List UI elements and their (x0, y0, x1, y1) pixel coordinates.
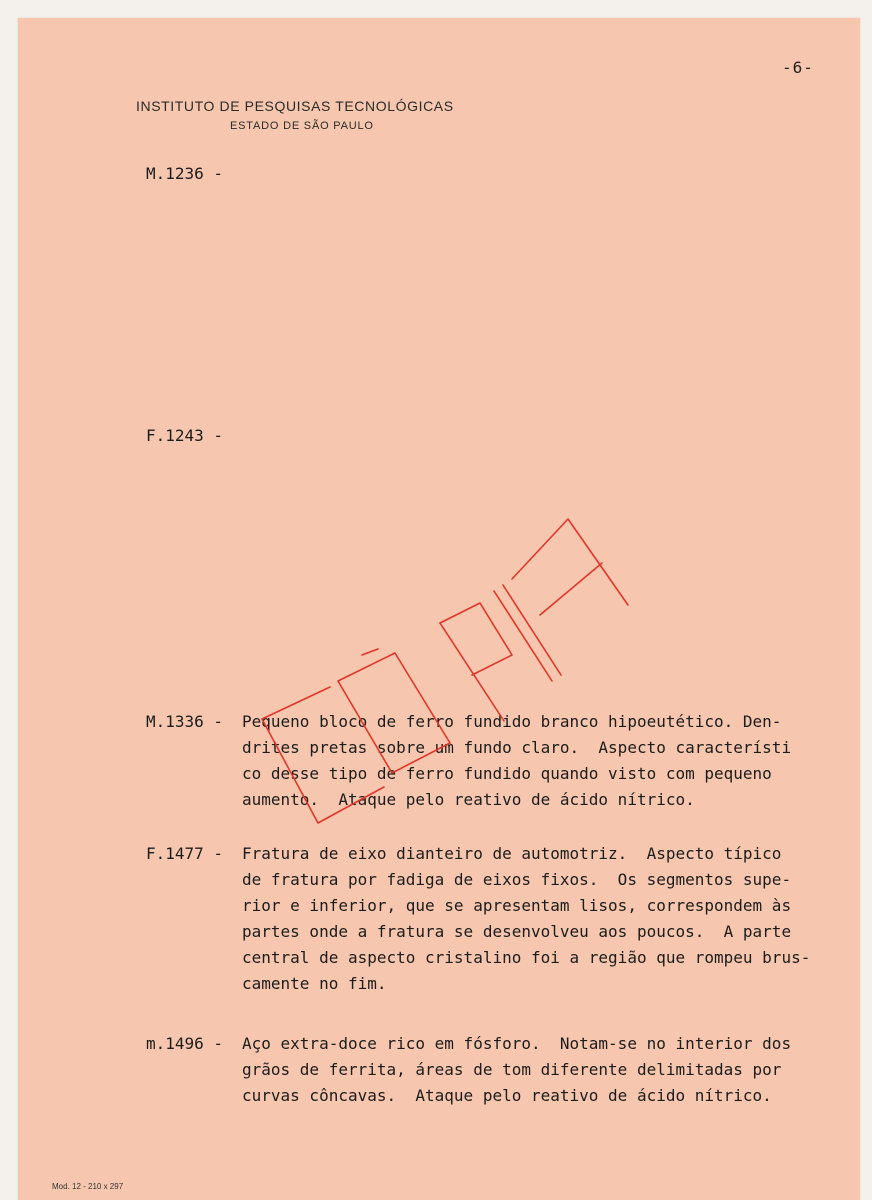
description-line: drites pretas sobre um fundo claro. Aspecto característi (242, 738, 792, 757)
copia-stamp (250, 505, 650, 835)
description-line: Pequeno bloco de ferro fundido branco hipoeutético. Den- (242, 712, 782, 731)
entry-description-m1496 (242, 1031, 791, 1109)
description-line: aumento. Ataque pelo reativo de ácido nítrico. (242, 790, 695, 809)
description-line: camente no fim. (242, 974, 387, 993)
description-line: rior e inferior, que se apresentam lisos, correspondem às (242, 896, 792, 915)
entry-code-m1236: M.1236 - (146, 164, 224, 183)
entry-code-m1496: m.1496 - (146, 1034, 224, 1053)
description-line: co desse tipo de ferro fundido quando visto com pequeno (242, 764, 772, 783)
description-line: de fratura por fadiga de eixos fixos. Os segmentos supe- (242, 870, 792, 889)
description-line: grãos de ferrita, áreas de tom diferente delimitadas por (242, 1060, 782, 1079)
description-line: central de aspecto cristalino foi a região que rompeu brus- (242, 948, 811, 967)
description-line: Aço extra-doce rico em fósforo. Notam-se no interior dos (242, 1034, 792, 1053)
description-line: Fratura de eixo dianteiro de automotriz. Aspecto típico (242, 844, 782, 863)
form-number: Mod. 12 - 210 x 297 (52, 1182, 124, 1191)
entry-code-m1336: M.1336 - (146, 712, 224, 731)
description-line: curvas côncavas. Ataque pelo reativo de ácido nítrico. (242, 1086, 772, 1105)
entry-code-f1477: F.1477 - (146, 844, 224, 863)
entry-description-f1477 (242, 841, 810, 997)
institution-state: ESTADO DE SÃO PAULO (230, 120, 374, 132)
page-number: -6- (782, 58, 814, 77)
institution-name: INSTITUTO DE PESQUISAS TECNOLÓGICAS (136, 98, 454, 114)
entry-code-f1243: F.1243 - (146, 426, 224, 445)
description-line: partes onde a fratura se desenvolveu aos poucos. A parte (242, 922, 792, 941)
